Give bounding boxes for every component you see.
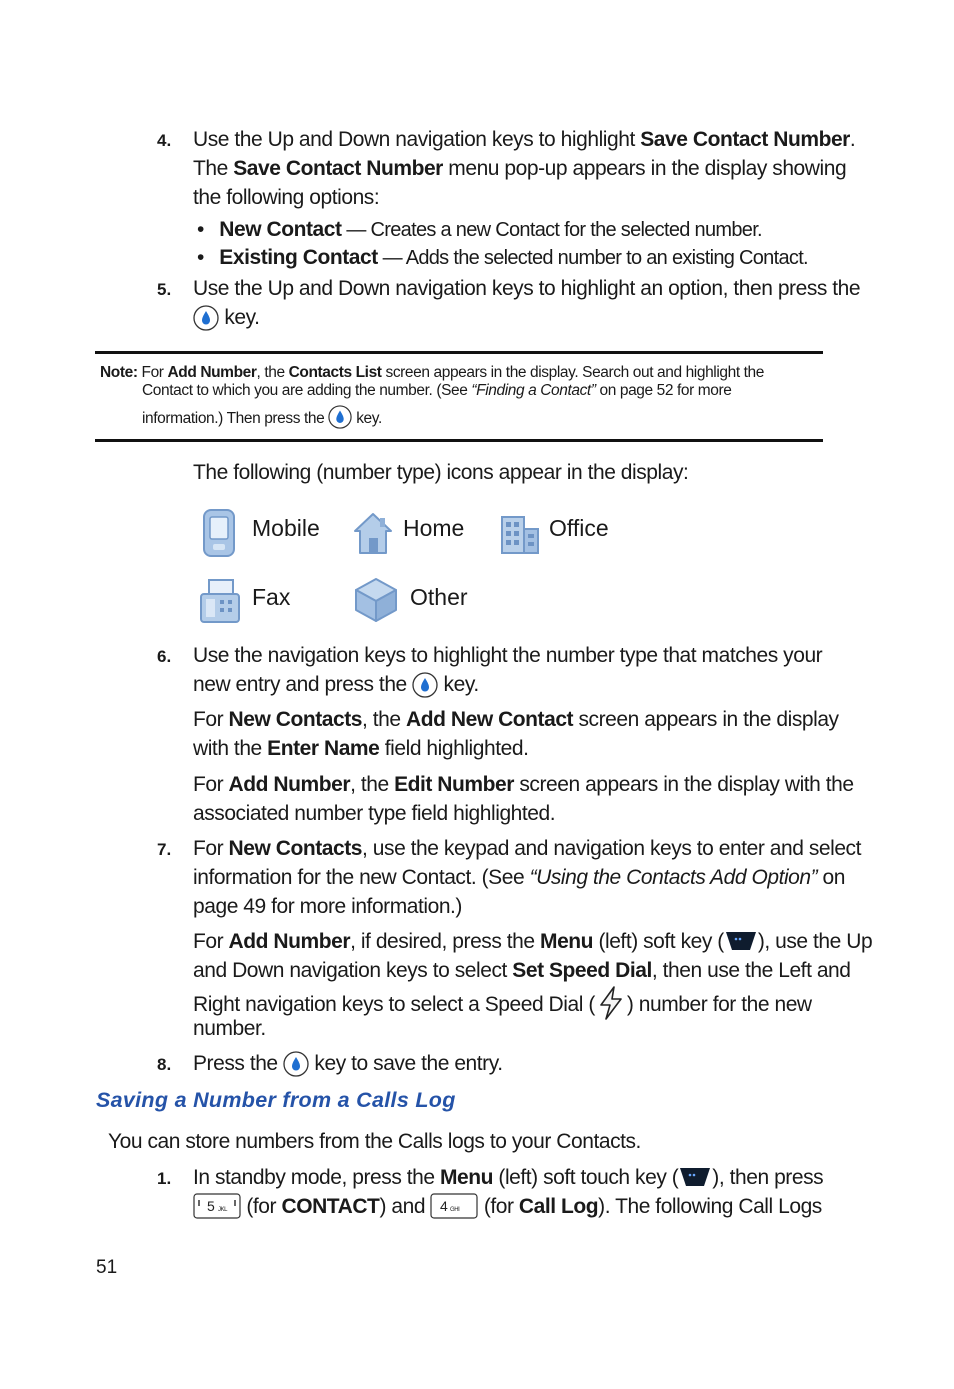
key-4-digit: 4 — [440, 1198, 448, 1214]
left-soft-key-icon — [724, 930, 758, 952]
ok-key-icon — [193, 305, 219, 331]
key-4-letters: GHI — [450, 1207, 460, 1213]
other-icon — [353, 576, 399, 624]
ok-key-icon — [328, 405, 352, 429]
bullet-existing-contact: • Existing Contact — Adds the selected number to an existing Contact. — [197, 246, 808, 269]
key-5-icon — [193, 1193, 241, 1219]
step-7-para-1-line-4: number. — [193, 1017, 266, 1040]
note-line-3: information.) Then press the key. — [142, 405, 382, 429]
office-icon — [499, 513, 541, 555]
step-6-para-2-line-2: associated number type field highlighted. — [193, 802, 556, 825]
step-6-para-1-line-2: with the Enter Name field highlighted. — [193, 737, 529, 760]
page-number: 51 — [96, 1257, 118, 1278]
step-7-line-2: information for the new Contact. (See “Using the Contacts Add Option” on — [193, 866, 846, 889]
step-1-number: 1. — [157, 1169, 172, 1188]
step-4-line-3: the following options: — [193, 186, 380, 209]
step-4-line-1: Use the Up and Down navigation keys to highlight Save Contact Number. — [193, 128, 856, 151]
home-icon — [353, 511, 393, 555]
step-8-line: Press the key to save the entry. — [193, 1052, 503, 1075]
step-7-line-3: page 49 for more information.) — [193, 895, 462, 918]
key-5-letters: JKL — [218, 1207, 227, 1213]
step-5-number: 5. — [157, 280, 172, 299]
step-8-number: 8. — [157, 1055, 172, 1074]
step-5-line-2: key. — [193, 303, 260, 332]
home-label: Home — [403, 515, 465, 541]
step-4-line-2: The Save Contact Number menu pop-up appears in the display showing — [193, 157, 847, 180]
note-top-rule — [95, 351, 823, 354]
icons-intro: The following (number type) icons appear in the display: — [193, 461, 689, 484]
fax-label: Fax — [252, 584, 291, 610]
speed-dial-icon — [595, 985, 627, 1021]
step-7-para-1-line-2: and Down navigation keys to select Set Speed Dial, then use the Left and — [193, 959, 851, 982]
note-line-2: Contact to which you are adding the number. (See “Finding a Contact” on page 52 for more — [142, 382, 732, 399]
step-7-line-1: For New Contacts, use the keypad and navigation keys to enter and select — [193, 837, 861, 860]
key-4-icon — [430, 1193, 478, 1219]
other-label: Other — [410, 584, 468, 610]
step-6-para-2-line-1: For Add Number, the Edit Number screen appears in the display with the — [193, 773, 854, 796]
step-6-line-2: new entry and press the key. — [193, 673, 479, 696]
section-intro: You can store numbers from the Calls logs to your Contacts. — [108, 1130, 641, 1153]
section-heading: Saving a Number from a Calls Log — [96, 1088, 456, 1112]
step-7-para-1-line-3: Right navigation keys to select a Speed Dial ( ) number for the new — [193, 985, 812, 1021]
step-6-number: 6. — [157, 647, 172, 666]
step-5-line-1: Use the Up and Down navigation keys to highlight an option, then press the — [193, 277, 861, 300]
note-line-1: Note: For Add Number, the Contacts List screen appears in the display. Search out and highlight the — [100, 364, 764, 381]
step-1-line-2: 5 JKL (for CONTACT) and 4 GHI (for Call Log). The following Call Logs — [193, 1192, 822, 1221]
mobile-icon — [200, 508, 238, 558]
office-label: Office — [549, 515, 609, 541]
bullet-new-contact: • New Contact — Creates a new Contact for the selected number. — [197, 218, 762, 241]
note-bottom-rule — [95, 439, 823, 442]
step-4-number: 4. — [157, 131, 172, 150]
step-6-para-1-line-1: For New Contacts, the Add New Contact screen appears in the display — [193, 708, 839, 731]
step-6-line-1: Use the navigation keys to highlight the number type that matches your — [193, 644, 823, 667]
left-soft-key-icon — [678, 1166, 712, 1188]
mobile-label: Mobile — [252, 515, 320, 541]
key-5-digit: 5 — [207, 1198, 215, 1214]
step-1-line-1: In standby mode, press the Menu (left) soft touch key ( ), then press — [193, 1166, 824, 1189]
fax-icon — [198, 578, 242, 624]
step-7-number: 7. — [157, 840, 172, 859]
ok-key-icon — [283, 1051, 309, 1077]
ok-key-icon — [412, 672, 438, 698]
step-7-para-1-line-1: For Add Number, if desired, press the Menu (left) soft key ( ), use the Up — [193, 930, 873, 953]
